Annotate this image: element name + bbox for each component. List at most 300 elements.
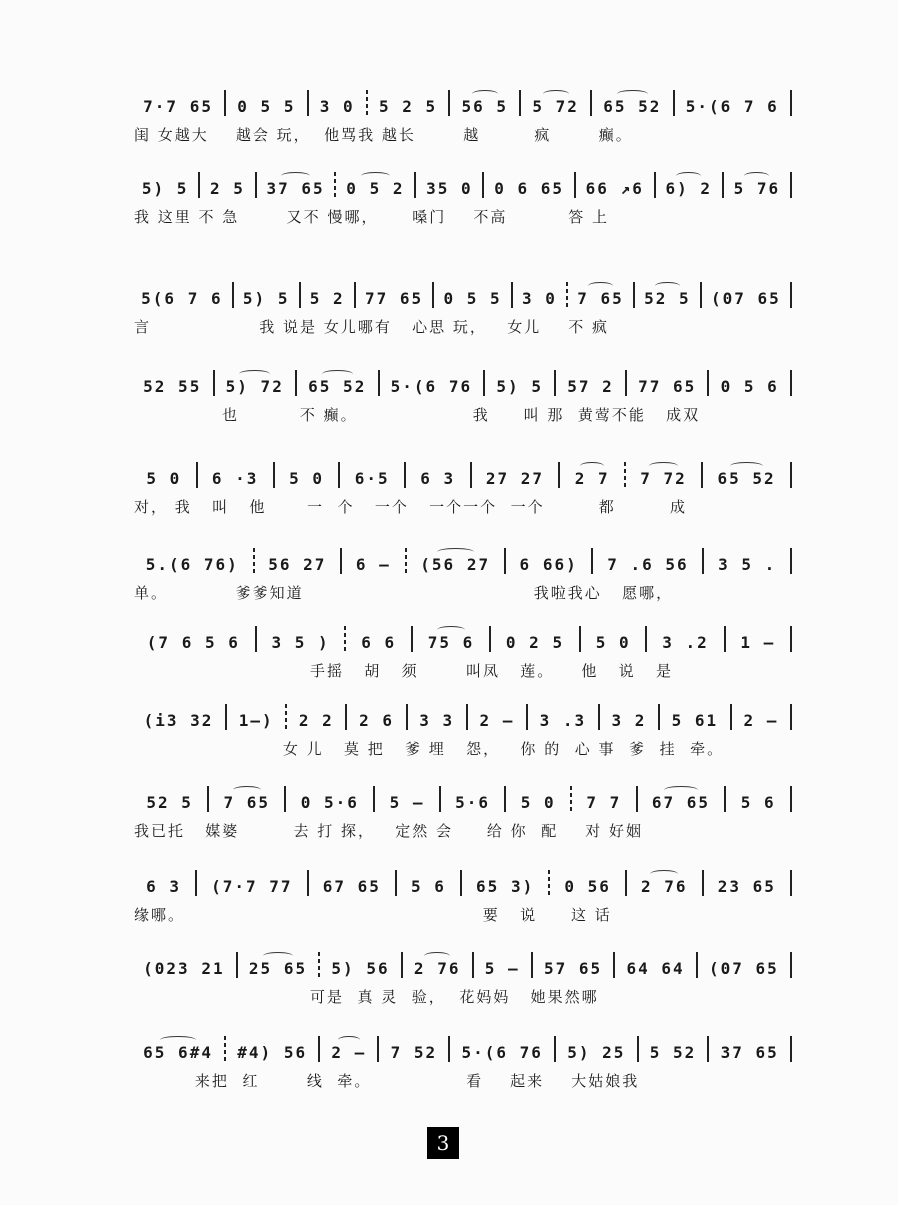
barline (702, 870, 704, 896)
note-text: 5) 5 (141, 179, 189, 198)
barline (673, 90, 675, 116)
note-text: 5 0 (595, 633, 631, 652)
notation-line (134, 702, 794, 730)
note-text: 57 2 (567, 377, 614, 396)
measure (240, 950, 317, 978)
measure (706, 546, 788, 574)
note-text: 7 .6 56 (607, 555, 689, 574)
slur-mark (338, 1036, 359, 1044)
measure (236, 280, 297, 308)
note-text: 65 52 (603, 97, 662, 116)
system-1 (0, 88, 898, 158)
measure (658, 170, 720, 198)
system-12 (0, 1034, 898, 1104)
measure (464, 868, 546, 896)
note-text: 65 52 (308, 377, 367, 396)
barline (790, 786, 792, 812)
barline (707, 370, 709, 396)
lyrics-line: 单。 爹爹知道 我啦我心 愿哪， (134, 584, 674, 602)
measure (641, 1034, 706, 1062)
barline (307, 870, 309, 896)
measure (452, 88, 517, 116)
note-text: 5·6 (455, 793, 491, 812)
note-text: 77 65 (638, 377, 697, 396)
note-text: 35 0 (426, 179, 473, 198)
barline (645, 626, 647, 652)
slur-mark (676, 172, 701, 180)
barline (448, 90, 450, 116)
measure (443, 784, 503, 812)
barline (724, 786, 726, 812)
note-text: 1—) (238, 711, 274, 730)
note-text: 3 2 (611, 711, 647, 730)
barline (253, 548, 255, 574)
lyrics-line: 可是 真 灵 验， 花妈妈 她果然哪 (134, 988, 599, 1006)
note-text: 7 72 (640, 469, 687, 488)
measure (289, 702, 343, 730)
measure (418, 170, 480, 198)
barline (531, 952, 533, 978)
note-text: 5 2 (309, 289, 345, 308)
barline (570, 786, 572, 812)
note-text: 0 5 5 (237, 97, 296, 116)
note-text: 57 65 (544, 959, 603, 978)
note-text: 5(6 7 6 (141, 289, 223, 308)
note-text: 52 5 (644, 289, 691, 308)
note-text: 2 76 (641, 877, 688, 896)
system-10 (0, 868, 898, 938)
note-text: 3 0 (522, 289, 557, 308)
measure (381, 1034, 446, 1062)
system-8 (0, 702, 898, 772)
measure (311, 868, 393, 896)
note-text: (7 6 5 6 (146, 633, 240, 652)
measure (134, 950, 234, 978)
note-text: 2 — (479, 711, 515, 730)
note-text: 6 3 (420, 469, 456, 488)
measure (530, 702, 596, 730)
note-text: 6 — (355, 555, 391, 574)
measure (342, 460, 402, 488)
barline (411, 626, 413, 652)
measure (134, 868, 193, 896)
barline (730, 704, 732, 730)
barline (790, 870, 792, 896)
measure (705, 460, 788, 488)
barline (207, 786, 209, 812)
measure (594, 88, 671, 116)
measure (574, 784, 634, 812)
measure (134, 368, 211, 396)
measure (134, 784, 205, 812)
barline (700, 282, 702, 308)
measure (595, 546, 700, 574)
note-text: 65 3) (476, 877, 535, 896)
measure (558, 368, 623, 396)
barline (554, 1036, 556, 1062)
note-text: 2 — (743, 711, 779, 730)
note-text: 77 65 (365, 289, 424, 308)
note-text: 5) 72 (225, 377, 284, 396)
barline (625, 370, 627, 396)
barline (378, 370, 380, 396)
measure (726, 170, 788, 198)
barline (225, 704, 227, 730)
note-text: (023 21 (143, 959, 225, 978)
barline (366, 90, 368, 116)
notation-line (134, 546, 794, 574)
barline (213, 370, 215, 396)
slur-mark (437, 548, 474, 556)
note-text: 23 65 (717, 877, 776, 896)
barline (489, 626, 491, 652)
barline (519, 90, 521, 116)
measure (405, 950, 470, 978)
measure (677, 88, 788, 116)
slur-mark (424, 952, 450, 960)
note-text: 3 0 (319, 97, 355, 116)
measure (578, 170, 652, 198)
note-text: 6·5 (354, 469, 390, 488)
note-text: 5 0 (520, 793, 556, 812)
barline (654, 172, 656, 198)
slur-mark (588, 282, 612, 290)
measure (228, 1034, 316, 1062)
measure (476, 950, 529, 978)
barline (196, 462, 198, 488)
lyrics-line: 手摇 胡 须 叫凤 莲。 他 说 是 (134, 662, 673, 680)
system-4 (0, 368, 898, 438)
note-text: 0 5 2 (346, 179, 405, 198)
measure (259, 170, 333, 198)
notation-line (134, 950, 794, 978)
measure (583, 624, 644, 652)
barline (613, 952, 615, 978)
barline (790, 1036, 792, 1062)
measure (200, 460, 271, 488)
system-3 (0, 280, 898, 350)
barline (790, 370, 792, 396)
measure (562, 460, 622, 488)
measure (228, 88, 305, 116)
lyrics-line: 缘哪。 要 说 这 话 (134, 906, 612, 924)
note-text: 5 6 (740, 793, 776, 812)
measure (700, 950, 788, 978)
note-text: 3 5 ) (271, 633, 330, 652)
note-text: 7 7 (586, 793, 622, 812)
notation-line (134, 1034, 794, 1062)
barline (790, 548, 792, 574)
measure (628, 460, 699, 488)
measure (399, 868, 458, 896)
barline (591, 548, 593, 574)
barline (624, 462, 626, 488)
note-text: 6 6 (361, 633, 397, 652)
barline (790, 282, 792, 308)
notation-line (134, 868, 794, 896)
slur-mark (617, 90, 648, 98)
measure (311, 88, 364, 116)
barline (224, 1036, 226, 1062)
system-7 (0, 624, 898, 694)
barline (633, 282, 635, 308)
barline (790, 952, 792, 978)
measure (470, 702, 524, 730)
measure (728, 784, 788, 812)
measure (288, 784, 371, 812)
barline (354, 282, 356, 308)
measure (134, 280, 230, 308)
note-text: 64 64 (626, 959, 685, 978)
slur-mark (263, 952, 294, 960)
barline (598, 704, 600, 730)
barline (255, 172, 257, 198)
note-text: #4) 56 (237, 1043, 308, 1062)
barline (637, 1036, 639, 1062)
note-text: 5 76 (733, 179, 781, 198)
measure (134, 702, 223, 730)
note-text: 3 .2 (662, 633, 709, 652)
measure (436, 280, 509, 308)
note-text: 67 65 (322, 877, 381, 896)
note-text: 5) 5 (496, 377, 543, 396)
measure (728, 624, 789, 652)
measure (486, 170, 571, 198)
measure (617, 950, 694, 978)
barline (224, 90, 226, 116)
note-text: 6 3 (146, 877, 181, 896)
slur-mark (744, 172, 769, 180)
note-text: 52 55 (143, 377, 202, 396)
note-text: 5 — (484, 959, 520, 978)
barline (566, 282, 568, 308)
barline (790, 626, 792, 652)
note-text: (i3 32 (143, 711, 214, 730)
note-text: 66 ↗6 (585, 179, 644, 198)
barline (377, 1036, 379, 1062)
barline (318, 1036, 320, 1062)
measure (409, 546, 502, 574)
lyrics-line: 闺 女越大 越会 玩， 他骂我 越长 越 疯 癫。 (134, 126, 633, 144)
note-text: 5·(6 76 (461, 1043, 543, 1062)
measure (629, 868, 700, 896)
measure (711, 368, 788, 396)
measure (358, 280, 431, 308)
note-text: 5 0 (289, 469, 325, 488)
barline (404, 462, 406, 488)
measure (377, 784, 437, 812)
barline (345, 704, 347, 730)
measure (134, 88, 222, 116)
measure (734, 702, 788, 730)
barline (558, 462, 560, 488)
barline (504, 548, 506, 574)
measure (552, 868, 623, 896)
barline (482, 172, 484, 198)
note-text: 5 72 (532, 97, 579, 116)
measure (515, 280, 564, 308)
lyrics-line: 来把 红 线 牵。 看 起来 大姑娘我 (134, 1072, 640, 1090)
barline (579, 626, 581, 652)
note-text: 3 3 (419, 711, 455, 730)
barline (724, 626, 726, 652)
barline (340, 548, 342, 574)
slur-mark (160, 1036, 195, 1044)
barline (511, 282, 513, 308)
barline (295, 370, 297, 396)
note-text: 7 65 (577, 289, 624, 308)
note-text: 2 7 (574, 469, 610, 488)
barline (466, 704, 468, 730)
barline (658, 704, 660, 730)
measure (474, 460, 557, 488)
barline (401, 952, 403, 978)
note-text: 6 ·3 (211, 469, 259, 488)
lyrics-line: 我已托 媒婆 去 打 探， 定然 会 给 你 配 对 好姻 (134, 822, 644, 840)
measure (662, 702, 728, 730)
note-text: (7·7 77 (211, 877, 293, 896)
measure (487, 368, 552, 396)
measure (570, 280, 631, 308)
barline (406, 704, 408, 730)
barline (432, 282, 434, 308)
slur-mark (649, 462, 677, 470)
barline (299, 282, 301, 308)
barline (344, 626, 346, 652)
barline (574, 172, 576, 198)
measure (523, 88, 588, 116)
measure (229, 702, 283, 730)
measure (706, 868, 788, 896)
slur-mark (281, 172, 311, 180)
barline (373, 786, 375, 812)
notation-line (134, 624, 794, 652)
note-text: 65 6#4 (143, 1043, 213, 1062)
note-text: 5 2 5 (379, 97, 438, 116)
page-number: 3 (427, 1127, 459, 1159)
system-5 (0, 460, 898, 530)
measure (257, 546, 339, 574)
notation-line (134, 280, 794, 308)
system-9 (0, 784, 898, 854)
note-text: 37 65 (266, 179, 325, 198)
note-text: 2 76 (413, 959, 461, 978)
note-text: 2 — (331, 1043, 367, 1062)
measure (629, 368, 706, 396)
note-text: 7 65 (223, 793, 271, 812)
measure (349, 702, 403, 730)
measure (299, 368, 376, 396)
barline (307, 90, 309, 116)
note-text: (56 27 (420, 555, 491, 574)
note-text: 75 6 (427, 633, 475, 652)
note-text: 7·7 65 (143, 97, 213, 116)
barline (790, 704, 792, 730)
measure (134, 546, 251, 574)
note-text: 37 65 (720, 1043, 779, 1062)
measure (303, 280, 352, 308)
measure (134, 1034, 222, 1062)
barline (707, 1036, 709, 1062)
note-text: 2 2 (298, 711, 334, 730)
measure (134, 624, 253, 652)
measure (344, 546, 402, 574)
measure (348, 624, 409, 652)
barline (448, 1036, 450, 1062)
measure (711, 1034, 788, 1062)
note-text: 5·(6 76 (390, 377, 473, 396)
barline (439, 786, 441, 812)
barline (702, 548, 704, 574)
lyrics-line: 对， 我 叫 他 一 个 一个 一个一个 一个 都 成 (134, 498, 687, 516)
barline (625, 870, 627, 896)
barline (548, 870, 550, 896)
measure (277, 460, 337, 488)
note-text: 5·(6 7 6 (685, 97, 779, 116)
slur-mark (655, 282, 679, 290)
barline (590, 90, 592, 116)
measure (211, 784, 282, 812)
lyrics-line: 女 儿 莫 把 爹 埋 怨， 你 的 心 事 爹 挂 牵。 (134, 740, 725, 758)
note-text: 52 5 (146, 793, 193, 812)
note-text: 0 2 5 (505, 633, 565, 652)
notation-line (134, 460, 794, 488)
measure (370, 88, 447, 116)
slur-mark (472, 90, 498, 98)
lyrics-line: 言 我 说是 女儿哪有 心思 玩， 女儿 不 疯 (134, 318, 610, 336)
slur-mark (437, 626, 466, 634)
note-text: 0 5 6 (720, 377, 779, 396)
barline (285, 704, 287, 730)
measure (640, 784, 723, 812)
note-text: 5.(6 76) (145, 555, 239, 574)
measure (410, 702, 464, 730)
measure (535, 950, 612, 978)
barline (701, 462, 703, 488)
note-text: 7 52 (390, 1043, 438, 1062)
measure (508, 546, 590, 574)
barline (405, 548, 407, 574)
barline (395, 870, 397, 896)
barline (504, 786, 506, 812)
barline (790, 90, 792, 116)
barline (255, 626, 257, 652)
barline (232, 282, 234, 308)
measure (134, 170, 196, 198)
measure (704, 280, 788, 308)
measure (637, 280, 698, 308)
slur-mark (322, 370, 353, 378)
barline (284, 786, 286, 812)
note-text: 0 5 5 (443, 289, 502, 308)
note-text: 5 6 (411, 877, 446, 896)
note-text: 56 5 (461, 97, 509, 116)
barline (236, 952, 238, 978)
barline (414, 172, 416, 198)
measure (452, 1034, 552, 1062)
note-text: 5 61 (671, 711, 719, 730)
barline (472, 952, 474, 978)
slur-mark (580, 462, 604, 470)
note-text: 2 6 (359, 711, 394, 730)
note-text: 5) 56 (331, 959, 390, 978)
slur-mark (239, 370, 270, 378)
note-text: (07 65 (710, 289, 781, 308)
lyrics-line: 我 这里 不 急 又不 慢哪， 嗓门 不高 答 上 (134, 208, 610, 226)
notation-line (134, 88, 794, 116)
slur-mark (233, 786, 261, 794)
note-text: 5 52 (649, 1043, 697, 1062)
